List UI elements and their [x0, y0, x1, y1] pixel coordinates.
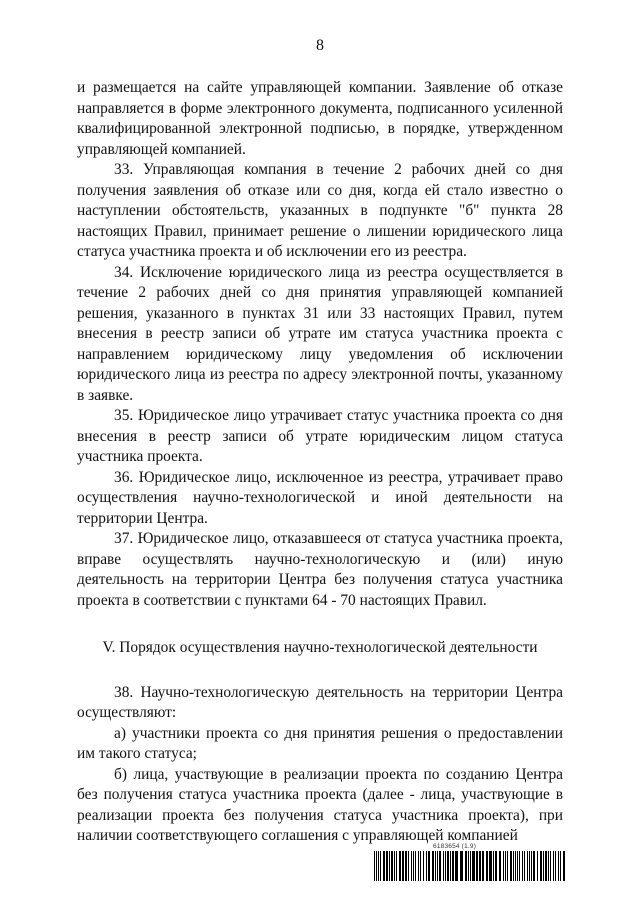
barcode-bar: [418, 851, 419, 881]
page-number: 8: [316, 37, 324, 54]
barcode-bar: [408, 851, 409, 881]
barcode-bar: [468, 851, 469, 881]
barcode-bar: [515, 851, 516, 881]
barcode-bar: [533, 851, 535, 881]
barcode-bar: [447, 851, 449, 881]
barcode-bar: [455, 851, 458, 881]
barcode-bar: [472, 851, 475, 881]
barcode-bar: [465, 851, 467, 881]
barcode-bar: [470, 851, 471, 881]
barcode-bar: [383, 851, 385, 881]
barcode-bar: [443, 851, 444, 881]
barcode-bar: [486, 851, 488, 881]
barcode-bar: [426, 851, 427, 881]
barcode-bar: [493, 851, 494, 881]
paragraph-35: 35. Юридическое лицо утрачивает статус участника проекта со дня внесения в реестр записи об утрате юридическим лицом статуса участника проекта.: [77, 407, 563, 465]
barcode-bar: [394, 851, 395, 881]
barcode-bar: [513, 851, 514, 881]
barcode-bar: [389, 851, 390, 881]
barcode-bar: [476, 851, 478, 881]
barcode-bar: [411, 851, 412, 881]
barcode-bar: [503, 851, 504, 881]
barcode-bar: [450, 851, 451, 881]
barcode-bar: [386, 851, 388, 881]
barcode-bar: [423, 851, 424, 881]
barcode-bar: [391, 851, 393, 881]
barcode-bar: [540, 851, 542, 881]
barcode-bar: [428, 851, 430, 881]
barcode-bar: [396, 851, 397, 881]
barcode-bar: [482, 851, 484, 881]
barcode-bar: [376, 851, 377, 881]
paragraph-38-a: а) участники проекта со дня принятия решения о предоставлении им такого статуса;: [77, 724, 563, 762]
barcode-bar: [505, 851, 506, 881]
barcode-bar: [445, 851, 446, 881]
barcode-bar: [548, 851, 549, 881]
barcode-bar: [405, 851, 407, 881]
barcode-bar: [413, 851, 414, 881]
footer-document-code: 6183654 (1.9): [433, 843, 477, 850]
barcode-image: [374, 851, 565, 881]
paragraph-34: 34. Исключение юридического лица из реестра осуществляется в течение 2 рабочих дней со дня принятия управляющей компанией решения, указанного в пунктах 31 или 33 настоящих Правил, путем внесения в реестр записи об утрате им статуса участника проекта с направлением юридическому лицу уведомления об исключении юридического лица из реестра по адресу электронной почты, указанному в заявке.: [77, 263, 563, 404]
barcode-bar: [543, 851, 544, 881]
barcode-bar: [380, 851, 381, 881]
paragraph-37: 37. Юридическое лицо, отказавшееся от статуса участника проекта, вправе осуществлять научно-технологическую и (или) иную деятельность на территории Центра без получения статуса участника проекта в соответствии с пунктами 64 - 70 настоящих Правил.: [77, 530, 563, 609]
barcode-bar: [432, 851, 434, 881]
barcode-bar: [563, 851, 565, 881]
barcode-bar: [537, 851, 538, 881]
barcode-bar: [435, 851, 436, 881]
barcode-bar: [460, 851, 463, 881]
barcode-bar: [378, 851, 379, 881]
barcode-bar: [517, 851, 518, 881]
paragraph-36: 36. Юридическое лицо, исключенное из реестра, утрачивает право осуществления научно-технологической и иной деятельности на территории Центра.: [77, 468, 563, 527]
barcode-bar: [499, 851, 501, 881]
barcode-bar: [558, 851, 559, 881]
barcode-bar: [415, 851, 416, 881]
paragraph-38-b: б) лица, участвующие в реализации проекта по созданию Центра без получения статуса участника проекта (далее - лица, участвующие в реализации проекта без получения статуса участника проекта), при наличии соответствующего соглашения с управляющей компанией: [77, 765, 563, 844]
barcode-bar: [489, 851, 492, 881]
barcode-bar: [510, 851, 512, 881]
barcode-bar: [507, 851, 508, 881]
barcode-bar: [555, 851, 556, 881]
barcode-bar: [531, 851, 532, 881]
barcode-bar: [437, 851, 438, 881]
barcode-bar: [479, 851, 481, 881]
document-body: [77, 78, 563, 847]
barcode-bar: [402, 851, 404, 881]
barcode-bar: [550, 851, 551, 881]
paragraph-continuation: и размещается на сайте управляющей компании. Заявление об отказе направляется в форме электронного документа, подписанного усиленной квалифицированной электронной подписью, в порядке, утвержденном управляющей компанией.: [77, 79, 563, 158]
barcode-bar: [495, 851, 497, 881]
barcode-bar: [545, 851, 547, 881]
barcode-bar: [452, 851, 454, 881]
barcode-bar: [529, 851, 530, 881]
paragraph-33: 33. Управляющая компания в течение 2 рабочих дней со дня получения заявления об отказе или со дня, когда ей стало известно о наступлении обстоятельств, указанных в подпункте "б" пункта 28 настоящих Правил, принимает решение о лишении юридического лица статуса участника проекта и об исключении его из реестра.: [77, 161, 563, 260]
barcode-bar: [420, 851, 421, 881]
barcode-bar: [527, 851, 528, 881]
barcode-bar: [399, 851, 401, 881]
barcode-bar: [524, 851, 525, 881]
barcode-bar: [519, 851, 520, 881]
section-heading: V. Порядок осуществления научно-технологической деятельности: [102, 639, 538, 656]
barcode-bar: [522, 851, 523, 881]
barcode-bar: [553, 851, 554, 881]
barcode-bar: [374, 851, 375, 881]
barcode-bar: [439, 851, 441, 881]
paragraph-38: 38. Научно-технологическую деятельность на территории Центра осуществляют:: [77, 683, 563, 721]
barcode-bar: [560, 851, 561, 881]
